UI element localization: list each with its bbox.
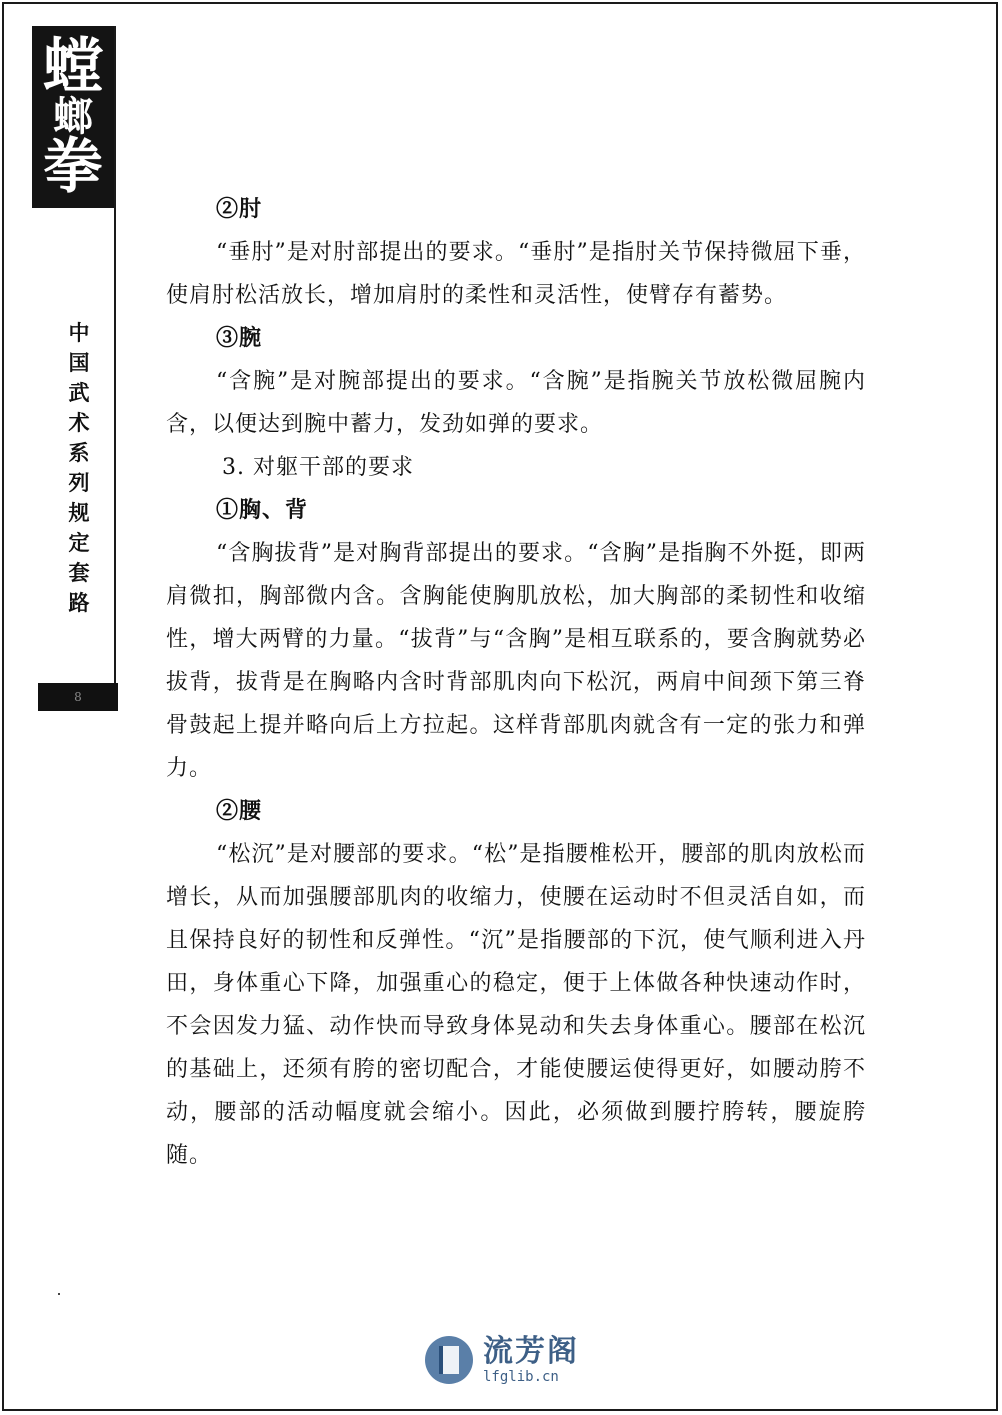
scan-speck [58, 1293, 60, 1295]
book-title-block [32, 26, 114, 208]
watermark-name: 流芳阁 [483, 1334, 579, 1369]
title-char-3: 拳 [43, 132, 103, 202]
series-char: 术 [68, 410, 90, 435]
watermark-url: lfglib.cn [483, 1369, 559, 1385]
margin-rule [114, 26, 116, 711]
section-heading-trunk: 3. 对躯干部的要求 [222, 455, 414, 480]
title-char-1: 螳 [43, 32, 103, 102]
series-char: 列 [68, 470, 90, 495]
page-number: 8 [74, 690, 82, 704]
watermark-text [483, 1335, 579, 1385]
page-number-tab [38, 683, 118, 711]
subheading-wrist: ③腕 [216, 325, 263, 351]
book-icon [425, 1336, 473, 1384]
paragraph-chest-back: “含胸拔背”是对胸背部提出的要求。“含胸”是指胸不外挺，即两肩微扣，胸部微内含。含胸能使胸肌放松，加大胸部的柔韧性和收缩性，增大两臂的力量。“拔背”与“含胸”是相互联系的，要含胸就势必拔背，拔背是在胸略内含时背部肌肉向下松沉，两肩中间颈下第三脊骨鼓起上提并略向后上方拉起。这样背部肌肉就含有一定的张力和弹力。 [166, 541, 866, 781]
subheading-elbow: ②肘 [216, 196, 263, 222]
series-char: 国 [68, 350, 90, 375]
body-text [166, 188, 866, 1177]
series-char: 路 [68, 590, 90, 615]
series-char: 武 [68, 380, 90, 405]
series-char: 套 [68, 560, 90, 585]
series-char: 中 [68, 320, 90, 345]
title-char-2: 螂 [53, 94, 93, 140]
subheading-waist: ②腰 [216, 798, 263, 824]
series-char: 定 [68, 530, 90, 555]
paragraph-wrist: “含腕”是对腕部提出的要求。“含腕”是指腕关节放松微屈腕内含，以便达到腕中蓄力，发劲如弹的要求。 [166, 369, 866, 437]
series-char: 规 [68, 500, 90, 525]
subheading-chest-back: ①胸、背 [216, 497, 309, 523]
watermark-logo [425, 1328, 585, 1392]
paragraph-elbow: “垂肘”是对肘部提出的要求。“垂肘”是指肘关节保持微屈下垂，使肩肘松活放长，增加肩肘的柔性和灵活性，使臂存有蓄势。 [166, 240, 866, 308]
paragraph-waist: “松沉”是对腰部的要求。“松”是指腰椎松开，腰部的肌肉放松而增长，从而加强腰部肌肉的收缩力，使腰在运动时不但灵活自如，而且保持良好的韧性和反弹性。“沉”是指腰部的下沉，使气顺利进入丹田，身体重心下降，加强重心的稳定，便于上体做各种快速动作时，不会因发力猛、动作快而导致身体晃动和失去身体重心。腰部在松沉的基础上，还须有胯的密切配合，才能使腰运使得更好，如腰动胯不动，腰部的活动幅度就会缩小。因此，必须做到腰拧胯转，腰旋胯随。 [166, 842, 866, 1168]
series-title-vertical [64, 318, 94, 618]
series-char: 系 [68, 440, 90, 465]
